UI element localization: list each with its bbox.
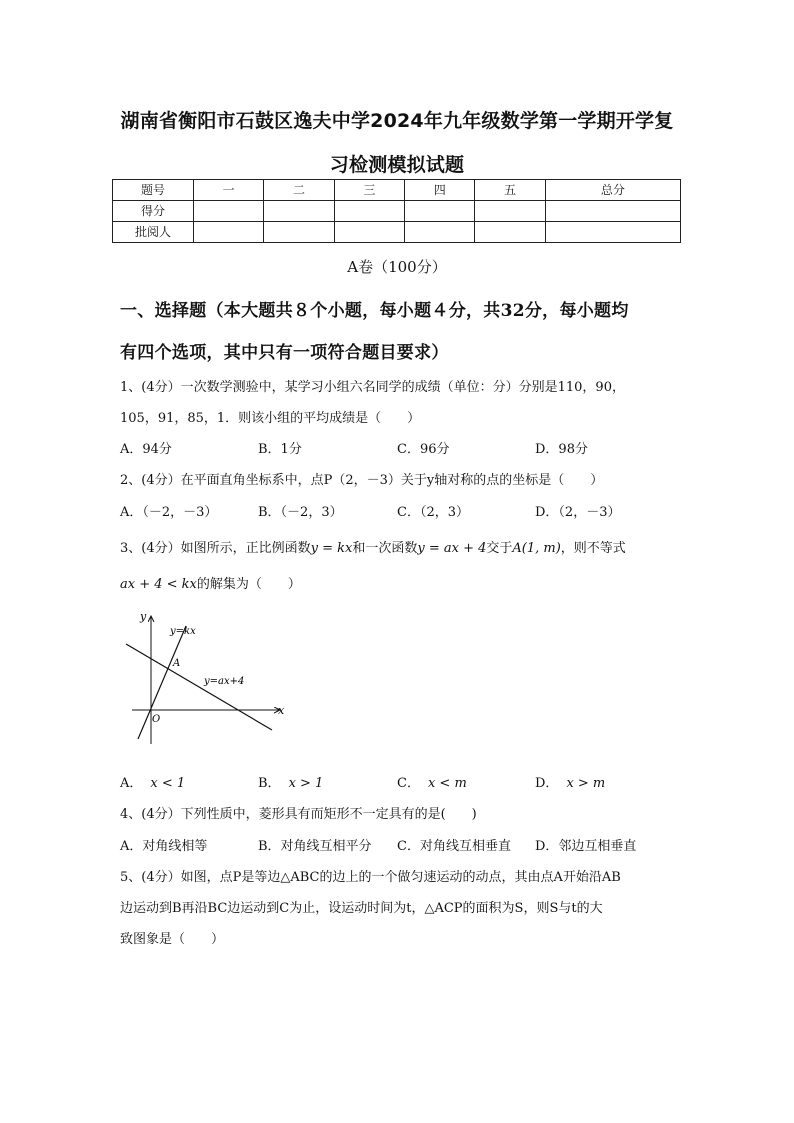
q3-option-a-letter: A． bbox=[120, 776, 143, 791]
score-cell[interactable] bbox=[264, 201, 334, 222]
q3-option-c-letter: C． bbox=[397, 776, 420, 791]
q1-option-c[interactable]: C．96分 bbox=[397, 442, 450, 457]
row-label: 批阅人 bbox=[113, 222, 194, 243]
row-label: 得分 bbox=[113, 201, 194, 222]
grader-cell[interactable] bbox=[334, 222, 404, 243]
table-header-cell: 总分 bbox=[545, 180, 680, 201]
q3-option-b[interactable] bbox=[258, 772, 323, 791]
q3-option-d-letter: D． bbox=[535, 776, 559, 791]
score-cell[interactable] bbox=[545, 201, 680, 222]
table-header-cell: 题号 bbox=[113, 180, 194, 201]
q3-prefix: 3、(4分）如图所示，正比例函数 bbox=[120, 541, 311, 556]
question-3-text-cont bbox=[120, 573, 301, 592]
q3-option-c-expr: x < m bbox=[427, 776, 467, 791]
origin-label: O bbox=[152, 714, 161, 725]
q3-option-a-expr: x < 1 bbox=[150, 776, 186, 791]
score-table bbox=[112, 179, 681, 243]
question-4-text: 4、(4分）下列性质中，菱形具有而矩形不一定具有的是( ) bbox=[120, 807, 477, 822]
q4-option-d[interactable]: D．邻边互相垂直 bbox=[535, 839, 637, 854]
q4-option-c[interactable]: C．对角线互相垂直 bbox=[397, 839, 511, 854]
score-cell[interactable] bbox=[405, 201, 475, 222]
q3-point: A(1, m) bbox=[512, 541, 561, 556]
q3-mid2: 交于 bbox=[486, 541, 513, 556]
score-cell[interactable] bbox=[334, 201, 404, 222]
section-heading-line1: 一、选择题（本大题共８个小题，每小题４分，共32分，每小题均 bbox=[120, 301, 629, 321]
intersection-point-label: A bbox=[173, 658, 181, 669]
q1-option-b[interactable]: B．1分 bbox=[258, 442, 302, 457]
question-3-text bbox=[120, 537, 626, 556]
q3-function-a: y = ax + 4 bbox=[417, 541, 487, 556]
score-cell[interactable] bbox=[475, 201, 545, 222]
score-cell[interactable] bbox=[194, 201, 264, 222]
q3-option-b-letter: B． bbox=[258, 776, 281, 791]
q3-option-b-expr: x > 1 bbox=[288, 776, 324, 791]
table-header-cell: 四 bbox=[405, 180, 475, 201]
table-row bbox=[113, 201, 681, 222]
grader-cell[interactable] bbox=[405, 222, 475, 243]
q4-option-b[interactable]: B．对角线互相平分 bbox=[258, 839, 372, 854]
label-y-kx: y=kx bbox=[170, 626, 196, 637]
q2-option-b[interactable]: B．（－2，3） bbox=[258, 505, 343, 520]
q3-suffix: ，则不等式 bbox=[560, 541, 626, 556]
question-5-text-cont2: 致图象是（ ） bbox=[120, 932, 225, 947]
q3-option-c[interactable] bbox=[397, 772, 467, 791]
q3-option-d[interactable] bbox=[535, 772, 605, 791]
line-y-kx bbox=[138, 626, 186, 739]
table-header-cell: 三 bbox=[334, 180, 404, 201]
grader-cell[interactable] bbox=[264, 222, 334, 243]
question-5-text: 5、(4分）如图，点P是等边△ABC的边上的一个做匀速运动的动点，其由点A开始沿AB bbox=[120, 870, 621, 885]
question-1-text: 1、(4分）一次数学测验中，某学习小组六名同学的成绩（单位：分）分别是110，90， bbox=[120, 380, 625, 395]
exam-title-line1: 湖南省衡阳市石鼓区逸夫中学2024年九年级数学第一学期开学复 bbox=[120, 110, 674, 132]
question-1-text-cont: 105，91，85，1．则该小组的平均成绩是（ ） bbox=[120, 411, 421, 426]
q3-function-graph bbox=[118, 606, 298, 748]
q1-option-a[interactable]: A．94分 bbox=[120, 442, 172, 457]
q3-mid1: 和一次函数 bbox=[352, 541, 418, 556]
q2-option-a[interactable]: A．（－2，－3） bbox=[120, 505, 218, 520]
grader-cell[interactable] bbox=[545, 222, 680, 243]
x-axis-label: x bbox=[278, 704, 285, 717]
question-2-text: 2、(4分）在平面直角坐标系中，点P（2，－3）关于y轴对称的点的坐标是（ ） bbox=[120, 473, 604, 488]
section-heading-line2: 有四个选项，其中只有一项符合题目要求） bbox=[120, 343, 449, 363]
y-axis-label: y bbox=[140, 610, 147, 623]
table-header-cell: 二 bbox=[264, 180, 334, 201]
q3-inequality: ax + 4 < kx bbox=[120, 577, 197, 592]
q3-function-k: y = kx bbox=[310, 541, 353, 556]
grader-cell[interactable] bbox=[194, 222, 264, 243]
q1-option-d[interactable]: D．98分 bbox=[535, 442, 588, 457]
q2-option-c[interactable]: C．（2，3） bbox=[397, 505, 469, 520]
score-table-header-row bbox=[113, 180, 681, 201]
label-y-ax-plus-4: y=ax+4 bbox=[204, 676, 245, 687]
q3-option-d-expr: x > m bbox=[566, 776, 606, 791]
table-header-cell: 五 bbox=[475, 180, 545, 201]
grader-cell[interactable] bbox=[475, 222, 545, 243]
exam-title-line2: 习检测模拟试题 bbox=[329, 154, 465, 176]
table-row bbox=[113, 222, 681, 243]
q3-option-a[interactable] bbox=[120, 772, 185, 791]
table-header-cell: 一 bbox=[194, 180, 264, 201]
q3-line2-suffix: 的解集为（ ） bbox=[196, 577, 301, 592]
q2-option-d[interactable]: D．（2，－3） bbox=[535, 505, 621, 520]
q4-option-a[interactable]: A．对角线相等 bbox=[120, 839, 208, 854]
question-5-text-cont: 边运动到B再沿BC边运动到C为止，设运动时间为t，△ACP的面积为S，则S与t的大 bbox=[120, 901, 603, 916]
paper-section-heading: A卷（100分） bbox=[347, 258, 447, 276]
